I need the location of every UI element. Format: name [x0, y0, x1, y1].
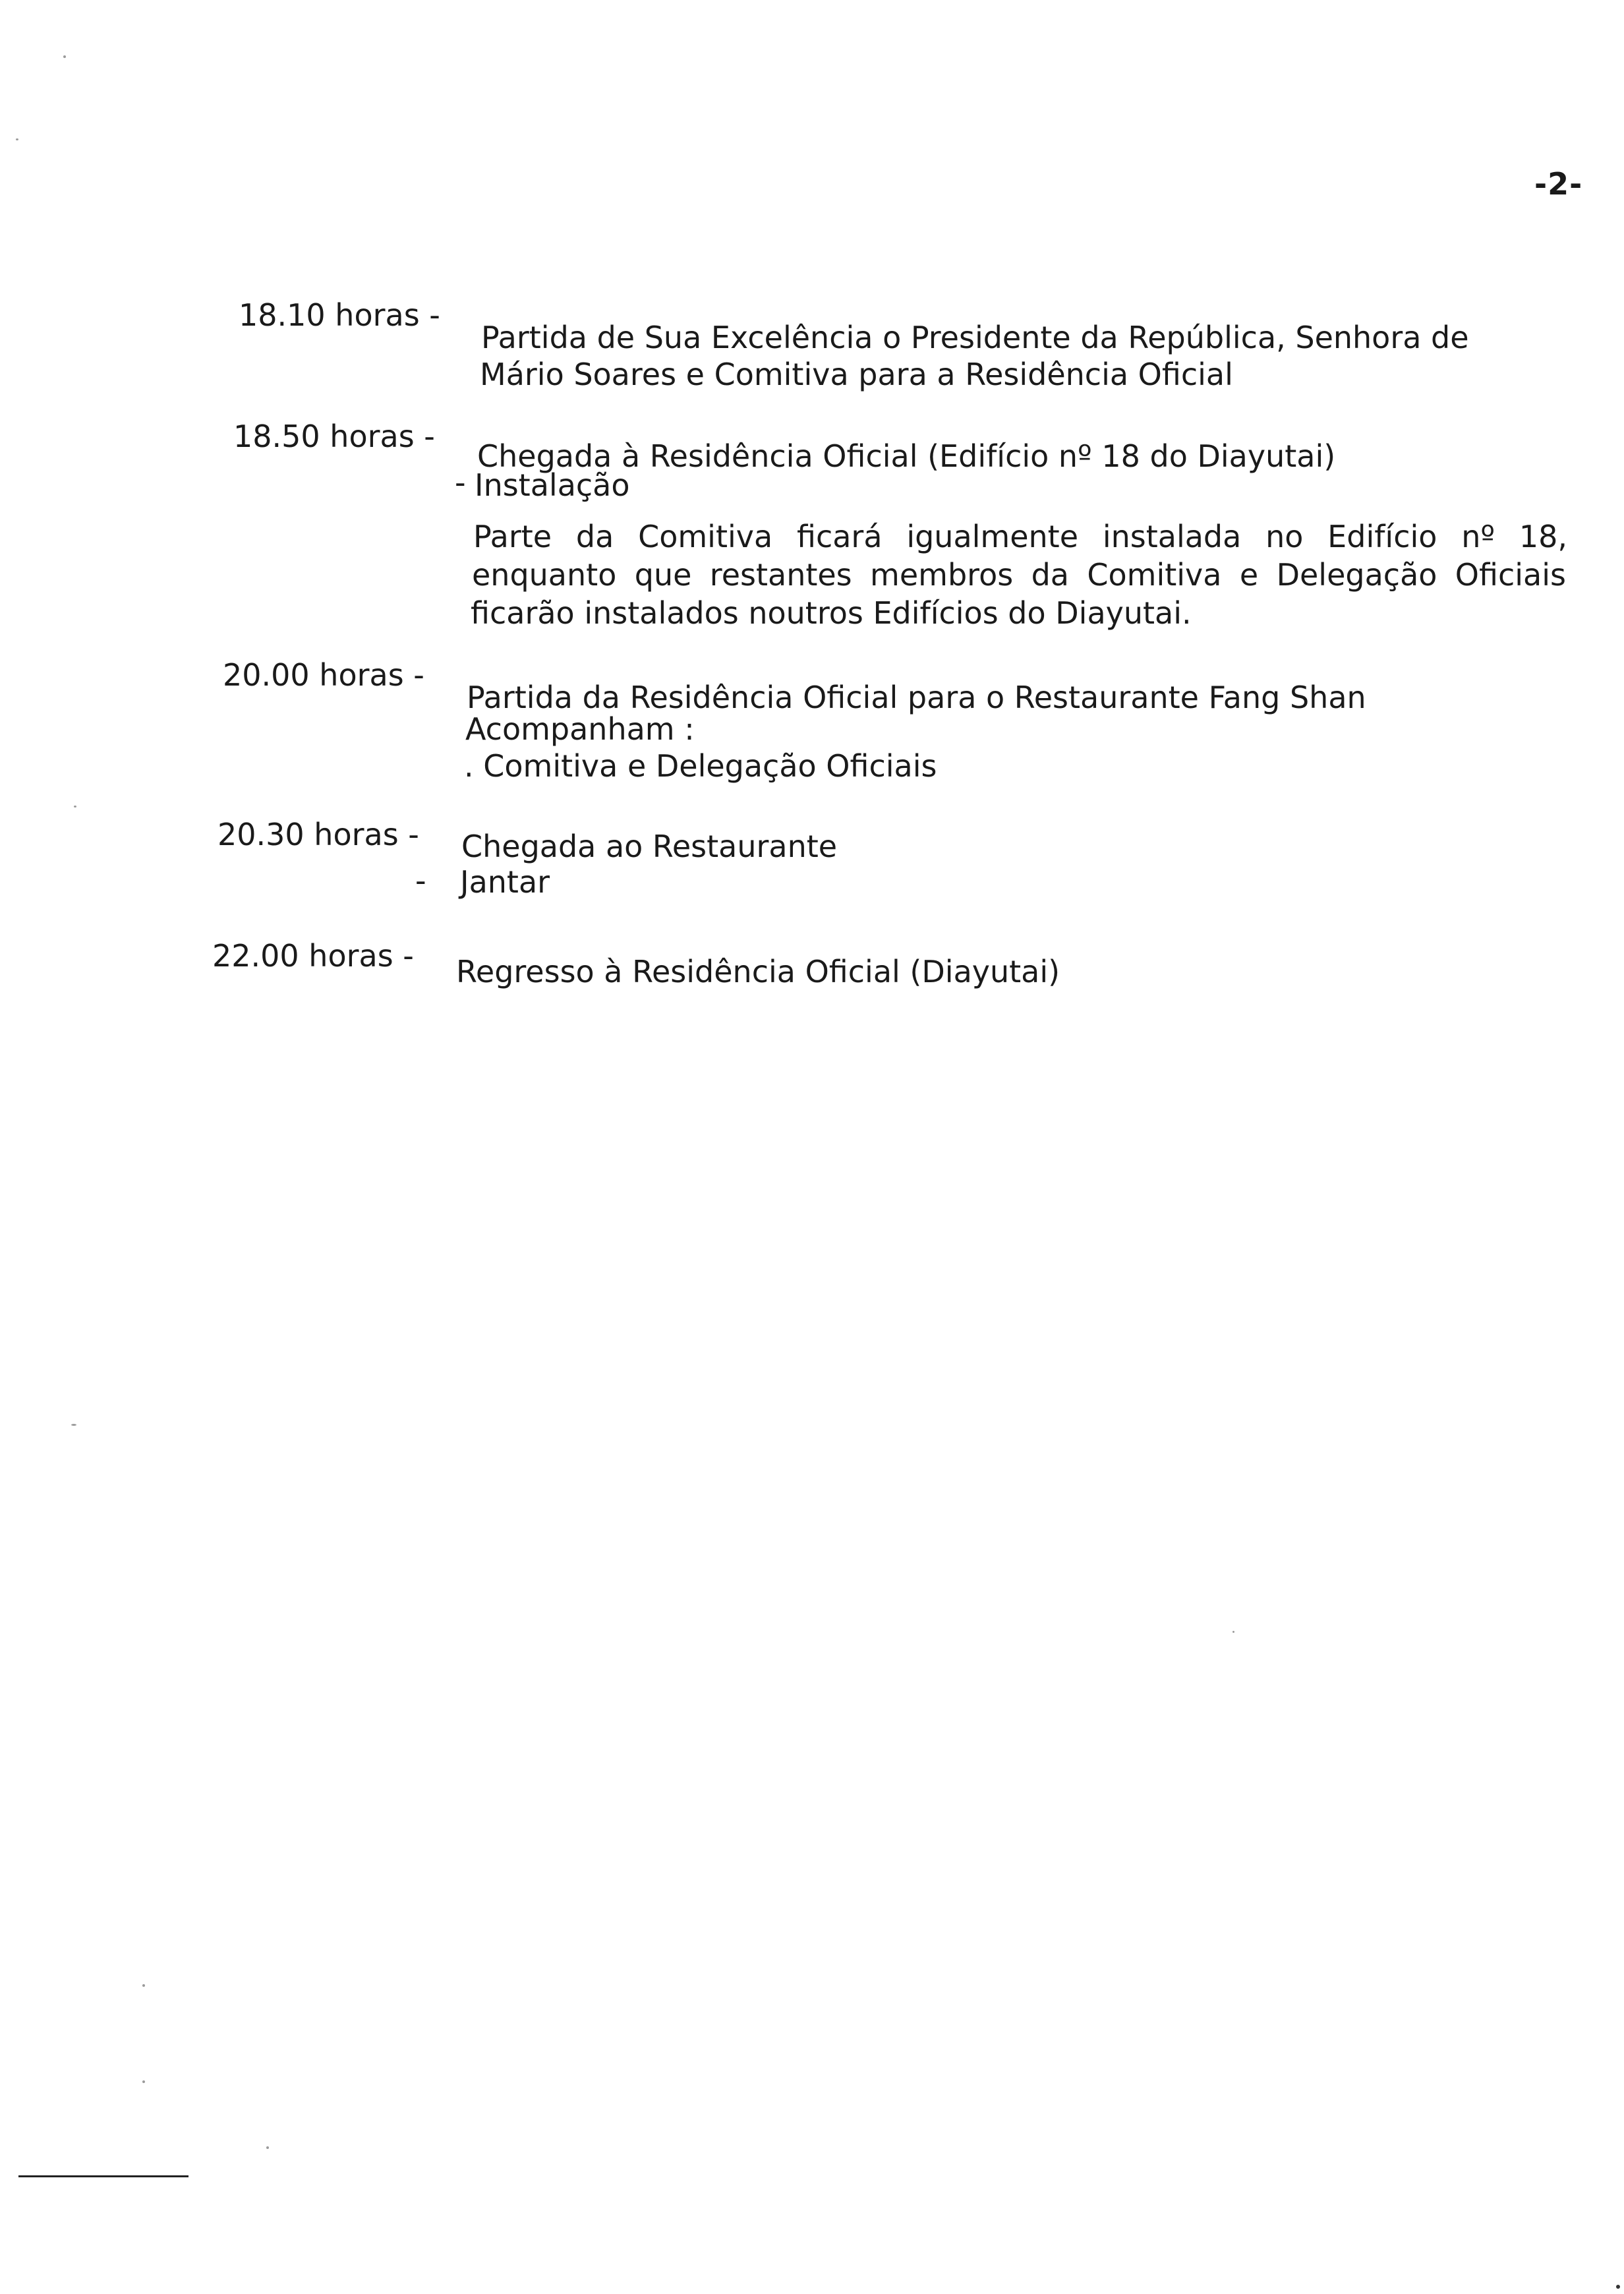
- entry-time: 20.00 horas -: [223, 657, 424, 693]
- paragraph-line: enquanto que restantes membros da Comitiva e Delegação Oficiais: [472, 557, 1566, 593]
- paragraph-line: Parte da Comitiva ficará igualmente instalada no Edifício nº 18,: [473, 519, 1567, 554]
- bullet-dash: -: [415, 863, 426, 898]
- entry-line: Chegada à Residência Oficial (Edifício nº 18 do Diayutai): [477, 438, 1336, 474]
- scan-speck: [71, 1424, 76, 1426]
- scan-speck: [63, 55, 66, 58]
- entry-line: Partida da Residência Oficial para o Restaurante Fang Shan: [467, 680, 1366, 715]
- bullet-text: Instalação: [475, 467, 630, 503]
- entry-time: 20.30 horas -: [218, 817, 419, 852]
- page-number: -2-: [1534, 166, 1583, 202]
- entry-line: Chegada ao Restaurante: [461, 829, 838, 864]
- scan-speck: [266, 2146, 269, 2149]
- scan-speck: [1616, 2285, 1620, 2289]
- paragraph-line: ficarão instalados noutros Edifícios do Diayutai.: [471, 595, 1192, 631]
- entry-time: 22.00 horas -: [212, 938, 414, 974]
- entry-time: 18.50 horas -: [233, 419, 435, 454]
- scan-speck: [1232, 1631, 1234, 1633]
- bullet-text: Jantar: [460, 864, 550, 900]
- entry-line: Mário Soares e Comitiva para a Residência Oficial: [480, 357, 1233, 392]
- entry-line: . Comitiva e Delegação Oficiais: [464, 748, 937, 784]
- entry-line: Partida de Sua Excelência o Presidente da República, Senhora de: [481, 320, 1469, 355]
- scan-speck: [74, 806, 76, 808]
- bullet-dash: -: [455, 465, 466, 500]
- footer-rule: [18, 2175, 188, 2177]
- scan-speck: [142, 2080, 145, 2083]
- scan-speck: [16, 138, 18, 140]
- entry-time: 18.10 horas -: [239, 297, 440, 333]
- scan-speck: [142, 1984, 145, 1987]
- entry-line: Regresso à Residência Oficial (Diayutai): [456, 954, 1060, 989]
- entry-line: Acompanham :: [465, 711, 695, 747]
